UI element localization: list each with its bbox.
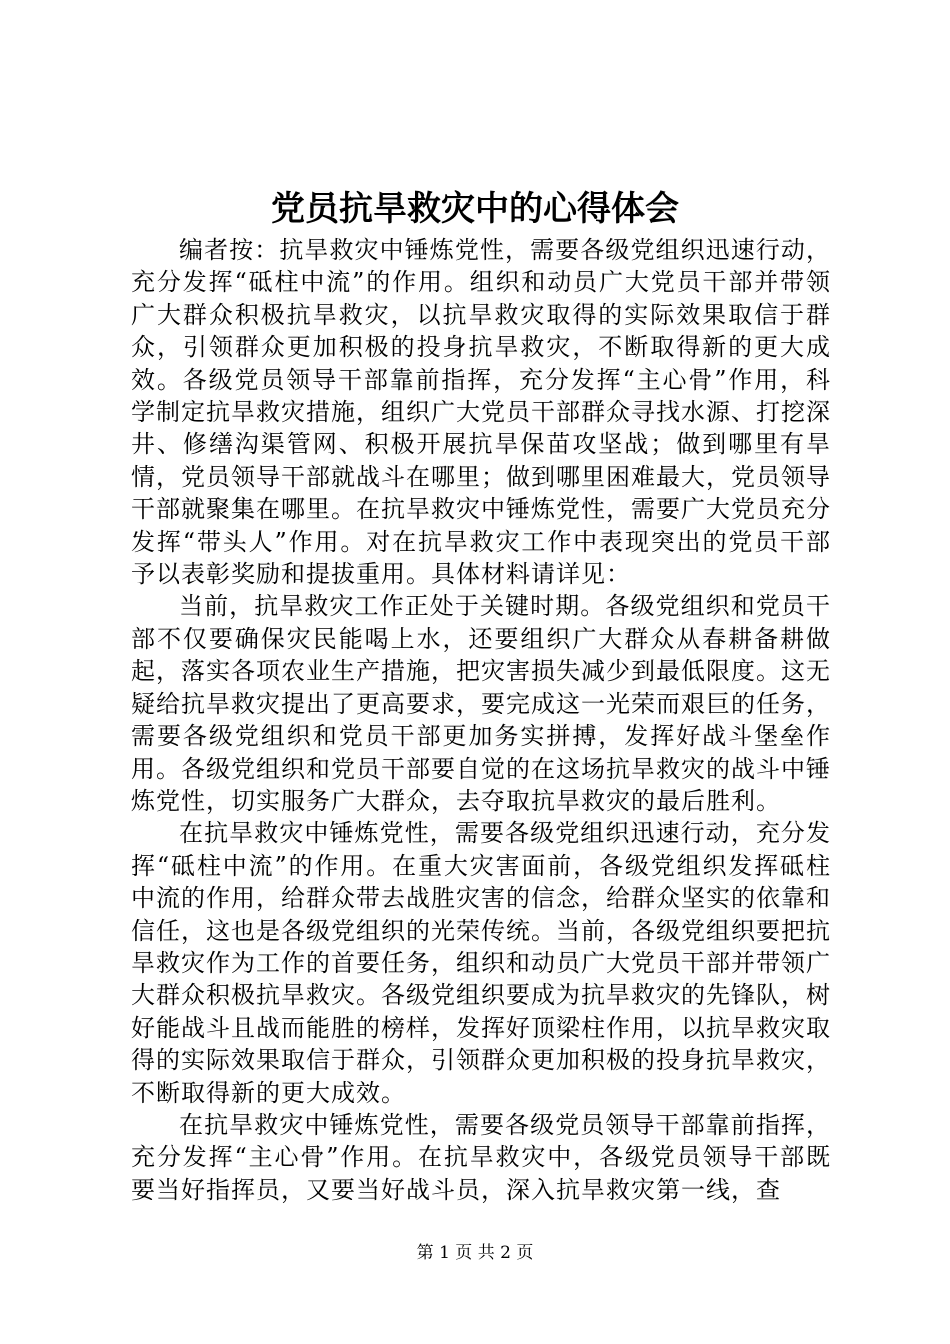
document-title: 党员抗旱救灾中的心得体会 [271, 189, 679, 229]
document-body [131, 234, 831, 1206]
paragraph-party-leaders: 在抗旱救灾中锤炼党性，需要各级党员领导干部靠前指挥，充分发挥“主心骨”作用。在抗旱救灾中，各级党员领导干部既要当好指挥员，又要当好战斗员，深入抗旱救灾第一线，查 [131, 1110, 831, 1204]
paragraph-current-situation: 当前，抗旱救灾工作正处于关键时期。各级党组织和党员干部不仅要确保灾民能喝上水，还要组织广大群众从春耕备耕做起，落实各项农业生产措施，把灾害损失减少到最低限度。这无疑给抗旱救灾提出了更高要求，要完成这一光荣而艰巨的任务，需要各级党组织和党员干部更加务实拼搏，发挥好战斗堡垒作用。各级党组织和党员干部要自觉的在这场抗旱救灾的战斗中锤炼党性，切实服务广大群众，去夺取抗旱救灾的最后胜利。 [131, 592, 831, 815]
page-number-footer: 第 1 页 共 2 页 [416, 1243, 534, 1263]
paragraph-editor-note: 编者按：抗旱救灾中锤炼党性，需要各级党组织迅速行动，充分发挥“砥柱中流”的作用。组织和动员广大党员干部并带领广大群众积极抗旱救灾，以抗旱救灾取得的实际效果取信于群众，引领群众更加积极的投身抗旱救灾，不断取得新的更大成效。各级党员领导干部靠前指挥，充分发挥“主心骨”作用，科学制定抗旱救灾措施，组织广大党员干部群众寻找水源、打挖深井、修缮沟渠管网、积极开展抗旱保苗攻坚战；做到哪里有旱情，党员领导干部就战斗在哪里；做到哪里困难最大，党员领导干部就聚集在哪里。在抗旱救灾中锤炼党性，需要广大党员充分发挥“带头人”作用。对在抗旱救灾工作中表现突出的党员干部予以表彰奖励和提拔重用。具体材料请详见： [131, 236, 831, 589]
paragraph-party-organizations: 在抗旱救灾中锤炼党性，需要各级党组织迅速行动，充分发挥“砥柱中流”的作用。在重大灾害面前，各级党组织发挥砥柱中流的作用，给群众带去战胜灾害的信念，给群众坚实的依靠和信任，这也是各级党组织的光荣传统。当前，各级党组织要把抗旱救灾作为工作的首要任务，组织和动员广大党员干部并带领广大群众积极抗旱救灾。各级党组织要成为抗旱救灾的先锋队，树好能战斗且战而能胜的榜样，发挥好顶梁柱作用，以抗旱救灾取得的实际效果取信于群众，引领群众更加积极的投身抗旱救灾，不断取得新的更大成效。 [131, 819, 831, 1107]
